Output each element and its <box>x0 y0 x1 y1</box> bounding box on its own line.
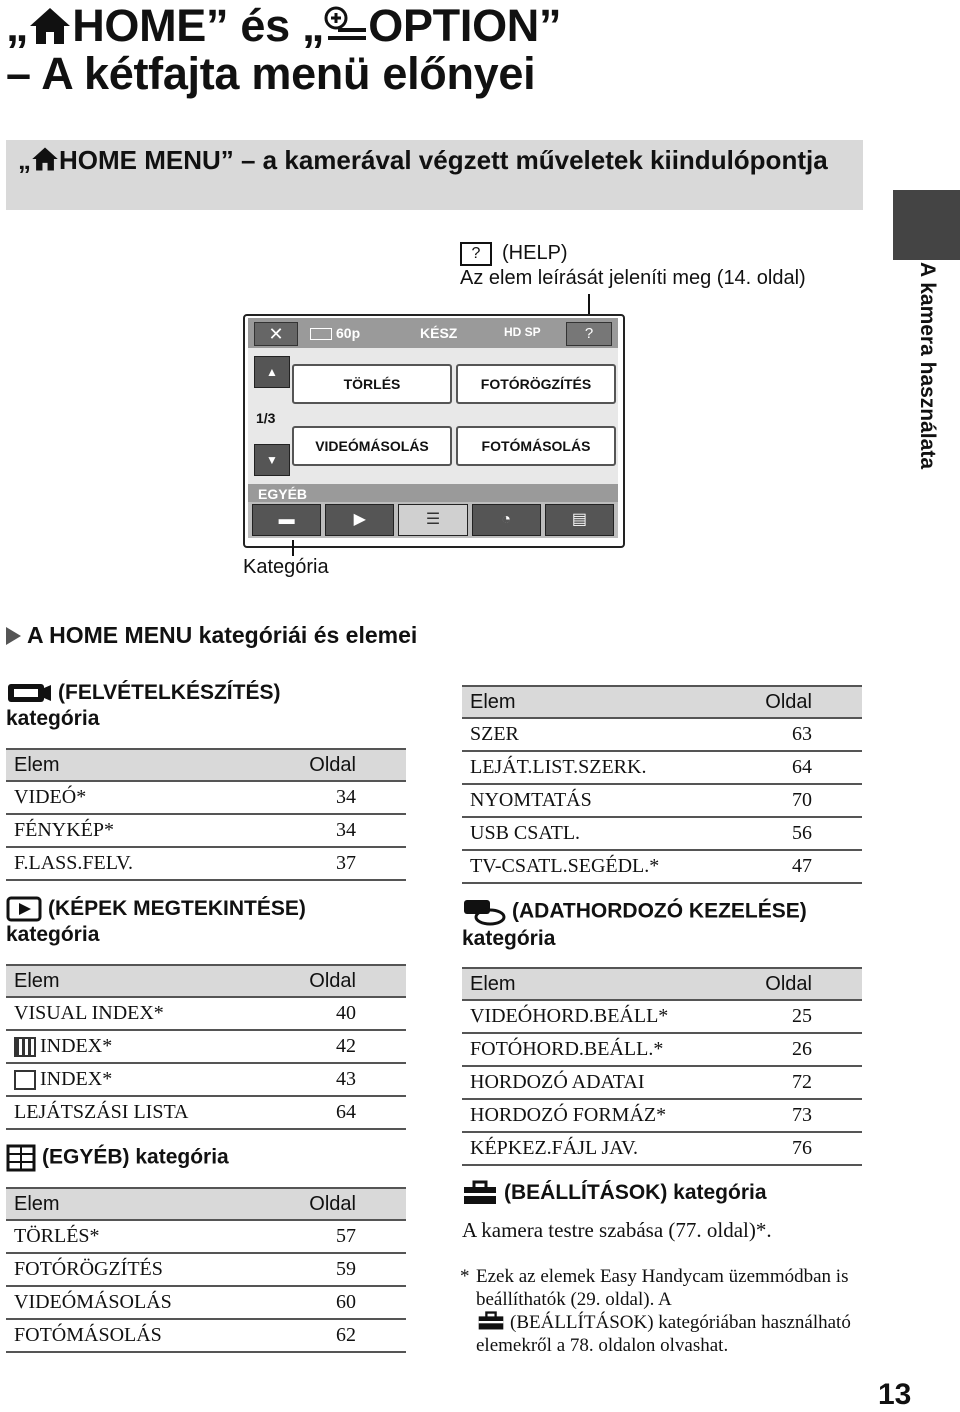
row-item: INDEX* <box>40 1068 113 1090</box>
other-category-icon[interactable]: ☰ <box>398 504 467 536</box>
lcd-button-videomasolas[interactable]: VIDEÓMÁSOLÁS <box>292 426 452 466</box>
footnote-text1: Ezek az elemek Easy Handycam üzemmódban is beállíthatók (29. oldal). A <box>476 1266 849 1310</box>
table-row <box>462 784 862 817</box>
side-tab-marker <box>893 190 960 260</box>
scroll-down-button[interactable]: ▼ <box>254 444 290 476</box>
side-tab-label <box>893 262 960 502</box>
lcd-category-tabs <box>248 502 618 538</box>
quality-indicator: HD SP <box>504 325 541 339</box>
box-quote: „ <box>18 145 31 175</box>
toolbox-icon <box>476 1311 506 1331</box>
category-egyeb-title: (EGYÉB) kategória <box>42 1145 229 1169</box>
help-description: Az elem leírását jeleníti meg (14. oldal) <box>460 266 806 289</box>
table-row <box>6 997 406 1030</box>
playback-icon <box>6 896 42 922</box>
row-item: INDEX* <box>40 1035 113 1057</box>
row-item: FOTÓHORD.BEÁLL.* <box>462 1033 731 1066</box>
beallitasok-description: A kamera testre szabása (77. oldal)*. <box>462 1218 772 1242</box>
table-row <box>6 1253 406 1286</box>
section-title: A HOME MENU kategóriái és elemei <box>27 622 418 648</box>
row-page: 56 <box>727 817 862 850</box>
table-header <box>462 686 862 718</box>
row-item: SZER <box>462 718 727 751</box>
battery-icon <box>310 328 332 340</box>
table-row <box>462 1033 862 1066</box>
header-elem: Elem <box>6 1188 256 1220</box>
header-oldal: Oldal <box>256 1188 406 1220</box>
media-category-icon[interactable]: ◔ <box>472 504 541 536</box>
category-adathordozo-heading <box>462 898 807 952</box>
table-header <box>6 749 406 781</box>
row-item: VIDEÓHORD.BEÁLL* <box>462 1000 731 1033</box>
row-item: HORDOZÓ FORMÁZ* <box>462 1099 731 1132</box>
header-oldal: Oldal <box>731 968 862 1000</box>
row-page: 25 <box>731 1000 862 1033</box>
camera-icon <box>6 682 52 704</box>
row-item: FOTÓRÖGZÍTÉS <box>6 1253 256 1286</box>
row-page: 26 <box>731 1033 862 1066</box>
film-index-icon <box>14 1037 36 1057</box>
row-item: VIDEÓMÁSOLÁS <box>6 1286 256 1319</box>
row-item: LEJÁT.LIST.SZERK. <box>462 751 727 784</box>
row-item: FOTÓMÁSOLÁS <box>6 1319 256 1352</box>
home-menu-box <box>6 140 863 210</box>
row-item: TÖRLÉS* <box>6 1220 256 1253</box>
row-page: 47 <box>727 850 862 883</box>
category-beallitasok-heading <box>462 1180 767 1206</box>
page-number: 13 <box>878 1378 912 1411</box>
row-item: HORDOZÓ ADATAI <box>462 1066 731 1099</box>
row-page: 40 <box>264 997 406 1030</box>
category-beallitasok-title: (BEÁLLÍTÁSOK) kategória <box>504 1181 767 1204</box>
title-option: OPTION” <box>368 0 562 51</box>
header-elem: Elem <box>462 968 731 1000</box>
triangle-icon <box>6 627 21 645</box>
table-header <box>462 968 862 1000</box>
table-row <box>6 847 406 880</box>
face-index-icon <box>14 1070 36 1090</box>
header-elem: Elem <box>462 686 727 718</box>
row-page: 64 <box>264 1096 406 1129</box>
header-elem: Elem <box>6 749 231 781</box>
help-label: (HELP) <box>502 242 568 264</box>
table-row <box>462 817 862 850</box>
category-kepek-sub: kategória <box>6 923 100 947</box>
home-icon <box>31 146 59 172</box>
row-item: VIDEÓ* <box>6 781 231 814</box>
lcd-button-fotorogzites[interactable]: FOTÓRÖGZÍTÉS <box>456 364 616 404</box>
play-category-icon[interactable]: ▶ <box>325 504 394 536</box>
category-kepek-heading <box>6 896 306 948</box>
row-page: 59 <box>256 1253 406 1286</box>
side-tab-text: A kamera használata <box>915 262 939 469</box>
camera-category-icon[interactable]: ▬ <box>252 504 321 536</box>
home-icon <box>28 6 72 46</box>
settings-category-icon[interactable]: ▤ <box>545 504 614 536</box>
row-item: NYOMTATÁS <box>462 784 727 817</box>
media-icon <box>462 898 506 926</box>
row-page: 63 <box>727 718 862 751</box>
category-label: Kategória <box>243 556 329 578</box>
row-item: USB CSATL. <box>462 817 727 850</box>
row-page: 34 <box>231 814 406 847</box>
table-header <box>6 965 406 997</box>
box-title: HOME MENU” – a kamerával végzett műveletek kiindulópontja <box>59 145 828 175</box>
row-item: F.LASS.FELV. <box>6 847 231 880</box>
table-row <box>6 1319 406 1352</box>
footnote-text2: (BEÁLLÍTÁSOK) kategóriában használható elemekről a 78. oldalon olvashat. <box>476 1312 851 1356</box>
row-item: KÉPKEZ.FÁJL JAV. <box>462 1132 731 1165</box>
page-title <box>6 2 561 98</box>
battery-time: 60p <box>336 325 361 341</box>
table-row <box>6 1096 406 1129</box>
row-page: 70 <box>727 784 862 817</box>
header-oldal: Oldal <box>231 749 406 781</box>
row-page: 62 <box>256 1319 406 1352</box>
row-page: 42 <box>264 1030 406 1063</box>
row-page: 64 <box>727 751 862 784</box>
table-row <box>462 1000 862 1033</box>
category-kepek-title: (KÉPEK MEGTEKINTÉSE) <box>48 897 306 920</box>
lcd-button-torles[interactable]: TÖRLÉS <box>292 364 452 404</box>
close-button[interactable]: ✕ <box>254 322 298 346</box>
row-page: 72 <box>731 1066 862 1099</box>
row-page: 43 <box>264 1063 406 1096</box>
row-item: FÉNYKÉP* <box>6 814 231 847</box>
table-row <box>6 1063 406 1096</box>
header-oldal: Oldal <box>264 965 406 997</box>
table-row <box>462 1132 862 1165</box>
page-indicator: 1/3 <box>256 410 276 426</box>
table-row <box>6 1220 406 1253</box>
battery-indicator <box>310 325 360 341</box>
row-page: 76 <box>731 1132 862 1165</box>
row-item: VISUAL INDEX* <box>6 997 264 1030</box>
category-adathordozo-sub: kategória <box>462 927 556 950</box>
title-home: HOME” és „ <box>72 0 325 51</box>
option-icon <box>324 6 368 46</box>
category-felvetel-title: (FELVÉTELKÉSZÍTÉS) <box>58 681 281 704</box>
title-quote: „ <box>6 0 29 51</box>
table-adathordozo <box>462 967 862 1166</box>
table-row <box>462 1099 862 1132</box>
table-row <box>462 751 862 784</box>
row-item: LEJÁTSZÁSI LISTA <box>6 1096 264 1129</box>
help-pointer-line <box>588 294 590 316</box>
table-row <box>462 718 862 751</box>
row-page: 57 <box>256 1220 406 1253</box>
help-callout <box>460 241 806 290</box>
category-felvetel-heading <box>6 680 280 732</box>
table-egyeb <box>6 1187 406 1353</box>
table-row <box>462 1066 862 1099</box>
category-adathordozo-title: (ADATHORDOZÓ KEZELÉSE) <box>512 899 807 923</box>
table-row <box>6 1286 406 1319</box>
table-row <box>6 781 406 814</box>
section-heading <box>6 622 417 649</box>
footnote <box>460 1265 860 1357</box>
table-row <box>462 850 862 883</box>
help-icon: ? <box>460 242 492 266</box>
other-icon <box>6 1144 36 1172</box>
table-felvetel <box>6 748 406 881</box>
table-row <box>6 1030 406 1063</box>
category-felvetel-sub: kategória <box>6 707 100 730</box>
table-header <box>6 1188 406 1220</box>
category-egyeb-heading <box>6 1144 229 1172</box>
lcd-button-fotomasolas[interactable]: FOTÓMÁSOLÁS <box>456 426 616 466</box>
row-page: 37 <box>231 847 406 880</box>
header-elem: Elem <box>6 965 264 997</box>
row-page: 60 <box>256 1286 406 1319</box>
scroll-up-button[interactable]: ▲ <box>254 356 290 388</box>
lcd-category-label: EGYÉB <box>248 484 618 504</box>
title-line2: – A kétfajta menü előnyei <box>6 48 536 99</box>
table-egyeb-continued <box>462 685 862 884</box>
row-page: 73 <box>731 1099 862 1132</box>
lcd-status-text: KÉSZ <box>420 325 458 341</box>
table-row <box>6 814 406 847</box>
row-page: 34 <box>231 781 406 814</box>
category-pointer-line <box>292 540 294 556</box>
toolbox-icon <box>462 1180 498 1206</box>
row-item: TV-CSATL.SEGÉDL.* <box>462 850 727 883</box>
lcd-help-button[interactable]: ? <box>566 322 612 346</box>
lcd-status-bar <box>248 318 618 348</box>
table-kepek <box>6 964 406 1130</box>
header-oldal: Oldal <box>727 686 862 718</box>
camera-lcd-screen <box>243 314 625 548</box>
footnote-star: * <box>460 1266 470 1287</box>
